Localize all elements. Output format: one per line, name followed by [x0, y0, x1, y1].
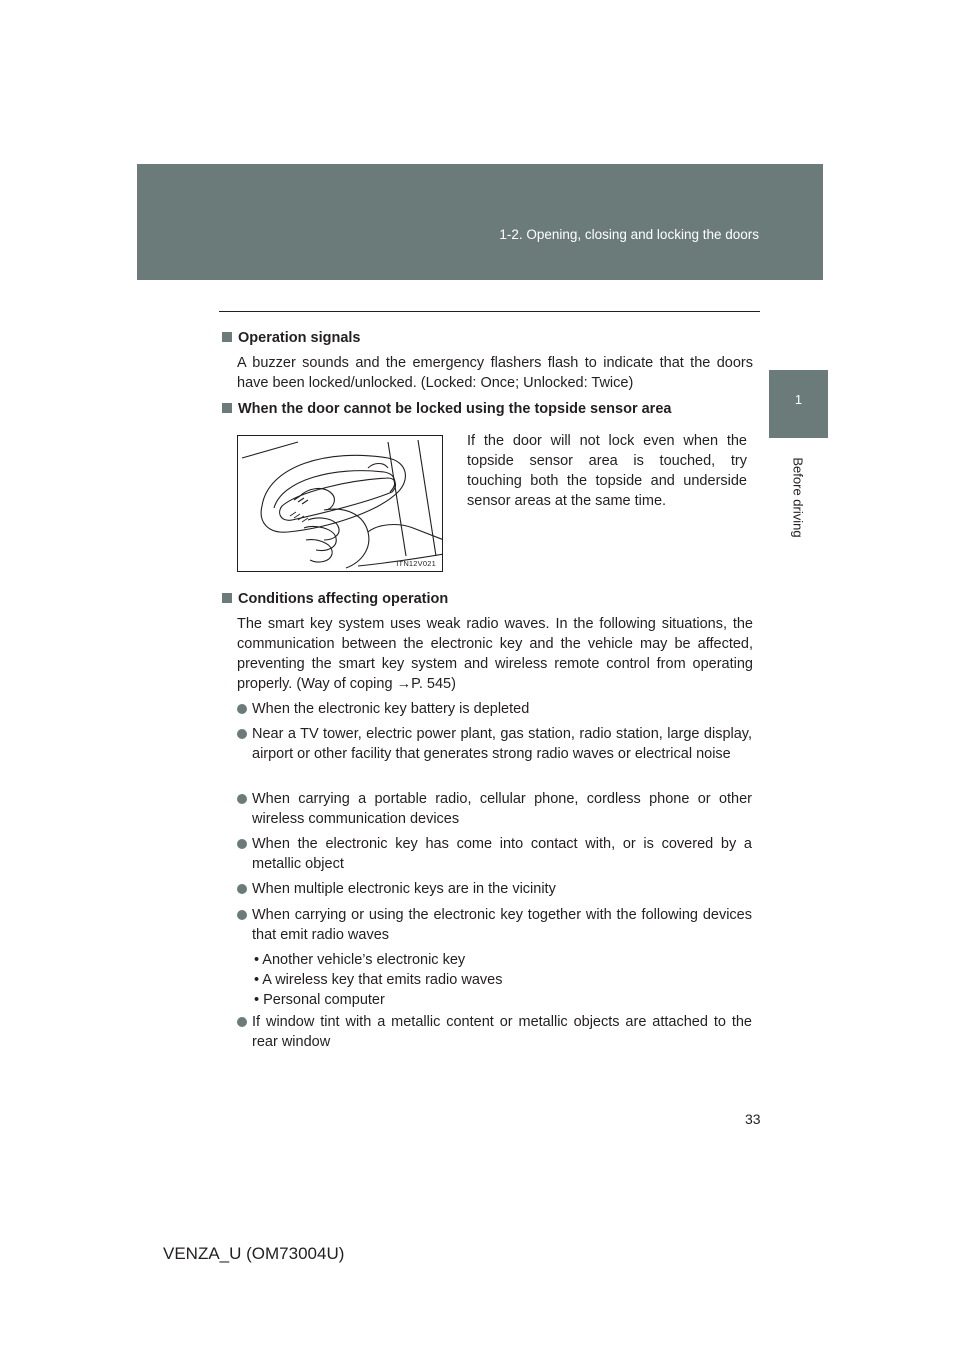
list-item: When multiple electronic keys are in the vicinity: [237, 879, 752, 899]
round-bullet-icon: [237, 1017, 247, 1027]
divider-rule: [219, 311, 760, 312]
document-code: VENZA_U (OM73004U): [163, 1244, 345, 1263]
chapter-label: Before driving: [790, 457, 806, 538]
square-bullet-icon: [222, 332, 232, 342]
sub-list-item: • Another vehicle’s electronic key: [254, 952, 466, 968]
round-bullet-icon: [237, 910, 247, 920]
figure-id: ITN12V021: [396, 559, 436, 568]
conditions-body: The smart key system uses weak radio waves. In the following situations, the communication between the electronic key and the vehicle may be affected, preventing the smart key system and wireless remote control from operating properly. (Way of coping →P. 545): [237, 616, 753, 692]
list-item: If window tint with a metallic content or metallic objects are attached to the rear window: [237, 1012, 752, 1052]
square-bullet-icon: [222, 403, 232, 413]
list-item: When carrying a portable radio, cellular phone, cordless phone or other wireless communication devices: [237, 789, 752, 829]
round-bullet-icon: [237, 704, 247, 714]
cannot-lock-body: If the door will not lock even when the topside sensor area is touched, try touching both the topside and underside sensor areas at the same time.: [467, 433, 747, 509]
section-title: 1-2. Opening, closing and locking the doors: [499, 227, 759, 242]
list-item: When carrying or using the electronic key together with the following devices that emit radio waves: [237, 905, 752, 945]
door-handle-illustration: [237, 435, 443, 572]
round-bullet-icon: [237, 794, 247, 804]
sub-list-item: • A wireless key that emits radio waves: [254, 972, 503, 988]
list-item: When the electronic key battery is depleted: [237, 699, 752, 719]
page-number: 33: [745, 1111, 761, 1127]
header-band: [137, 164, 823, 280]
chapter-number: 1: [794, 392, 803, 407]
chapter-tab: [769, 370, 828, 438]
round-bullet-icon: [237, 729, 247, 739]
door-handle-drawing: [238, 436, 443, 572]
operation-signals-body: A buzzer sounds and the emergency flashers flash to indicate that the doors have been locked/unlocked. (Locked: Once; Unlocked: Twice): [237, 355, 753, 391]
heading-conditions: Conditions affecting operation: [222, 589, 448, 609]
round-bullet-icon: [237, 839, 247, 849]
heading-operation-signals: Operation signals: [222, 328, 360, 348]
heading-cannot-lock: When the door cannot be locked using the topside sensor area: [222, 399, 671, 419]
round-bullet-icon: [237, 884, 247, 894]
square-bullet-icon: [222, 593, 232, 603]
sub-list-item: • Personal computer: [254, 992, 385, 1008]
list-item: When the electronic key has come into contact with, or is covered by a metallic object: [237, 834, 752, 874]
list-item: Near a TV tower, electric power plant, gas station, radio station, large display, airport or other facility that generates strong radio waves or electrical noise: [237, 724, 752, 764]
